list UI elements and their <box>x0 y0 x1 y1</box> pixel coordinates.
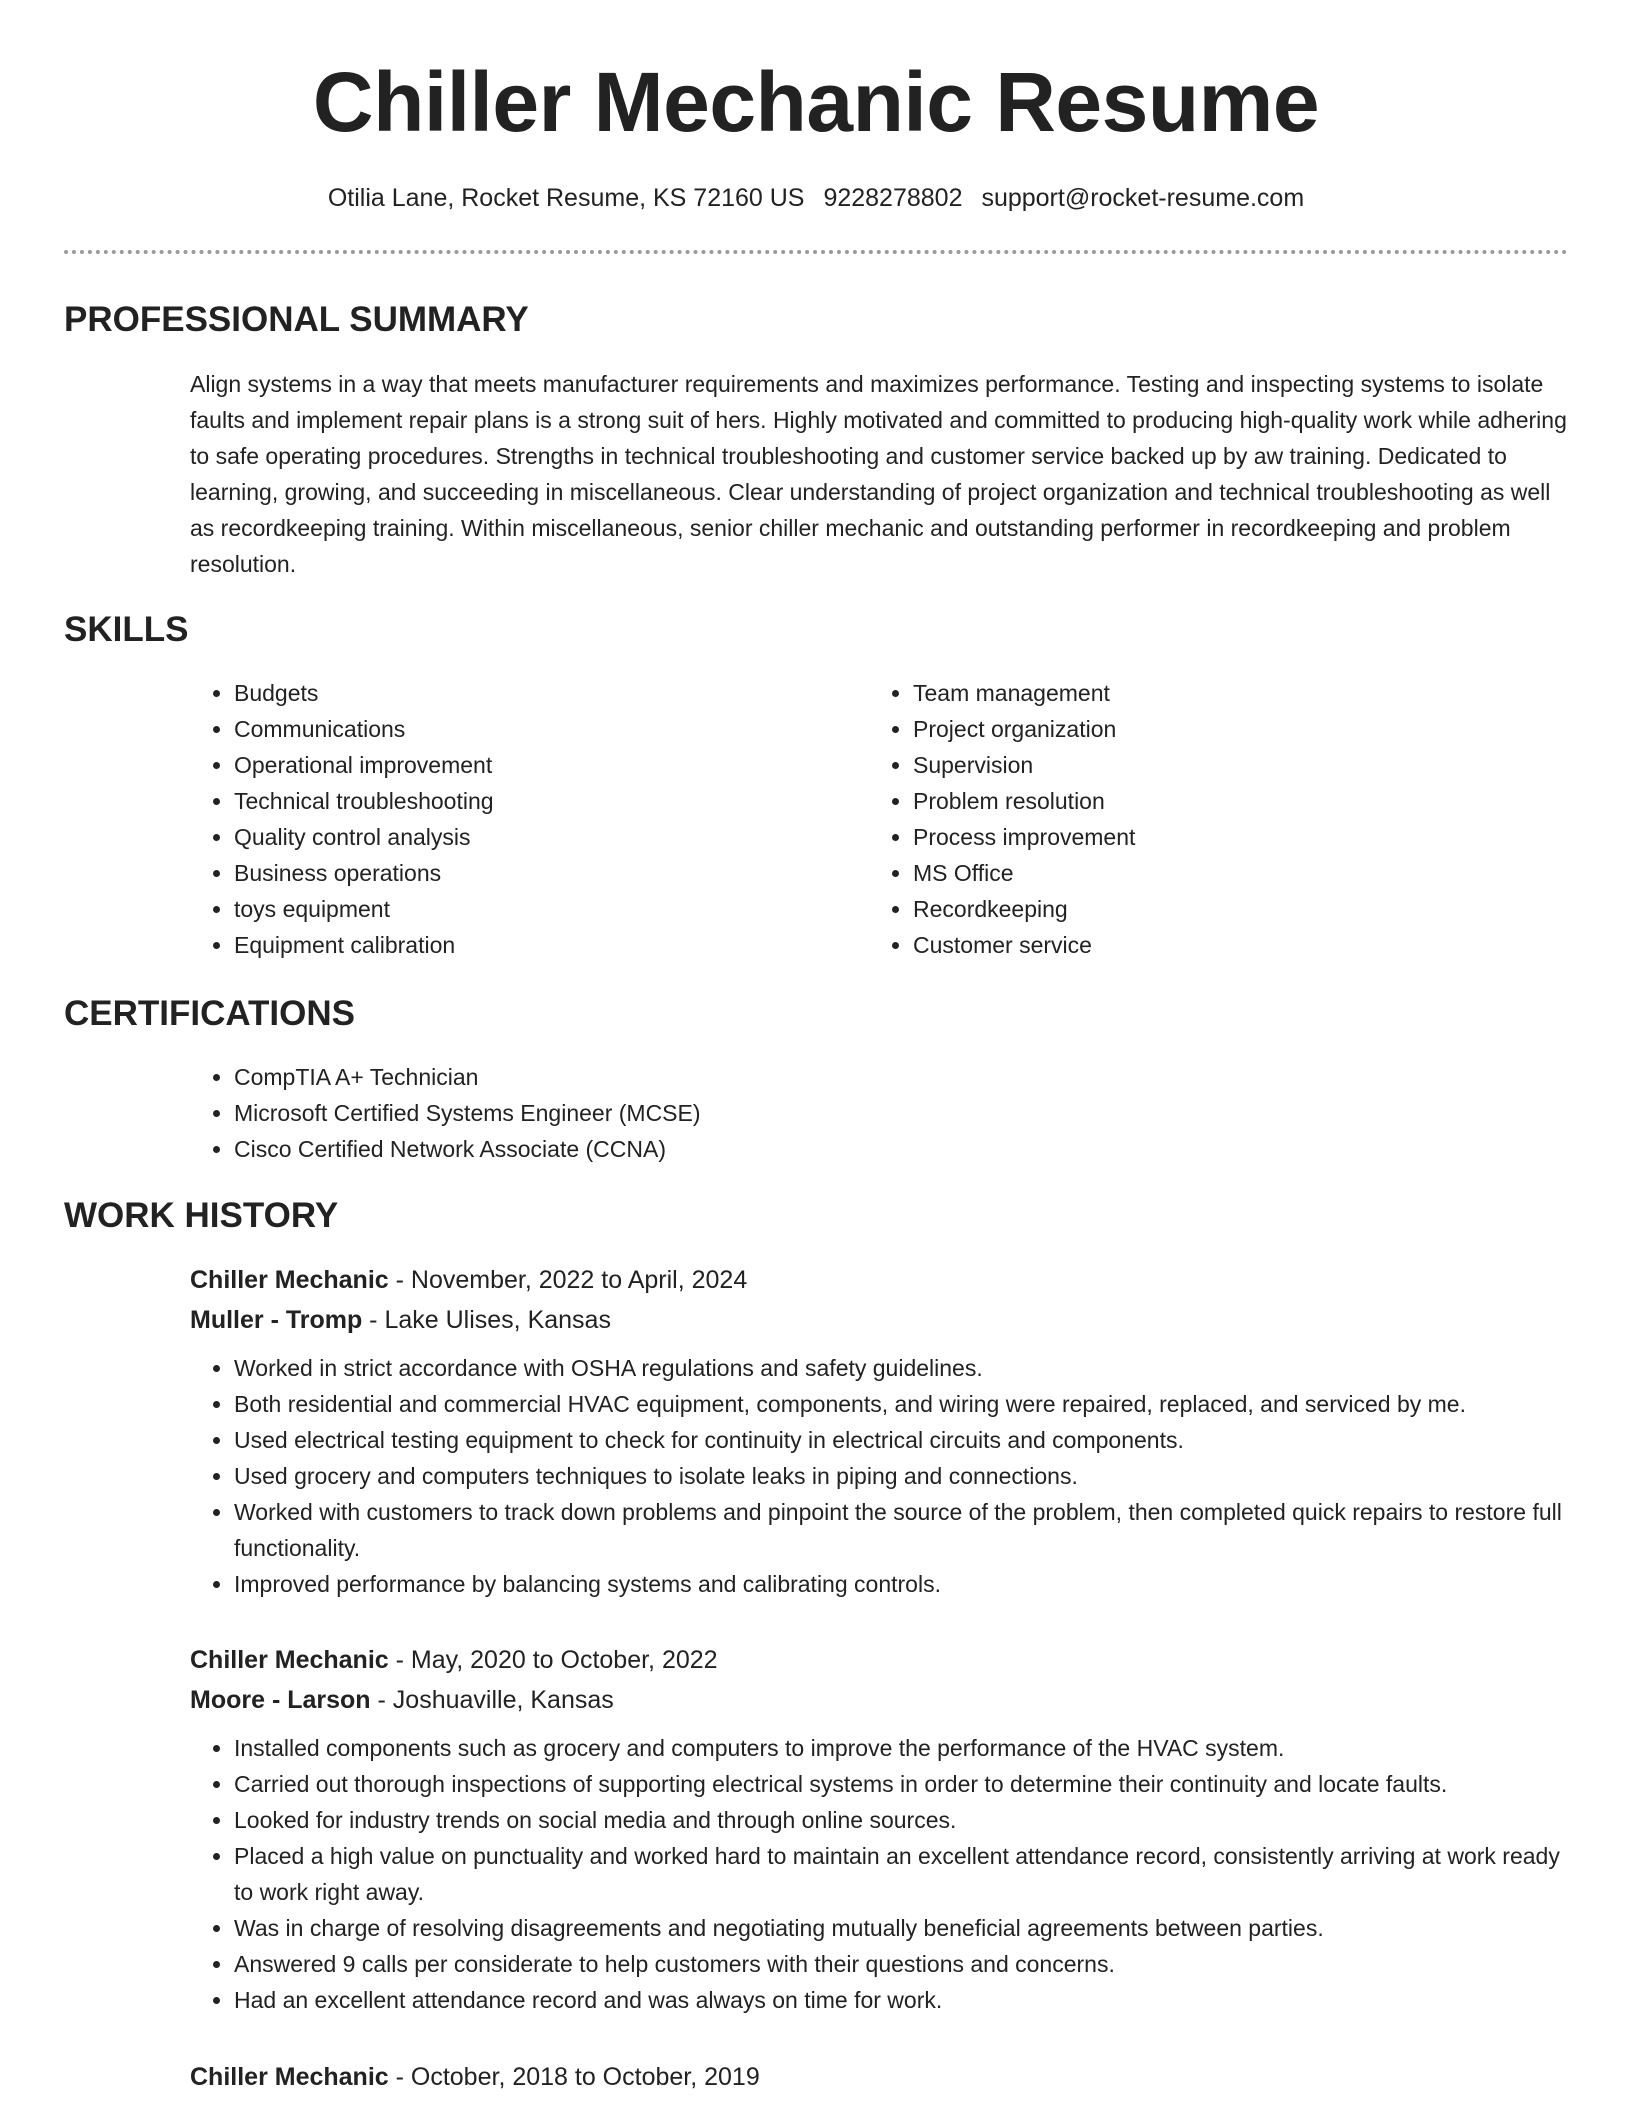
skill-item: • Technical troubleshooting <box>234 783 810 819</box>
skill-item: • Quality control analysis <box>234 819 810 855</box>
job-bullet: • Used electrical testing equipment to check for continuity in electrical circuits and components. <box>234 1422 1570 1458</box>
job-dates: - November, 2022 to April, 2024 <box>388 1266 748 1294</box>
contact-line <box>0 180 1632 216</box>
skill-item: • Communications <box>234 711 810 747</box>
skill-item: • Recordkeeping <box>913 891 1489 927</box>
job-title: Chiller Mechanic <box>190 1266 389 1294</box>
job-bullets <box>190 1350 1570 1602</box>
header-divider <box>64 250 1568 254</box>
contact-address: Otilia Lane, Rocket Resume, KS 72160 US <box>327 184 805 212</box>
skills-column-left <box>190 675 810 963</box>
job-company-line <box>190 1300 1570 1340</box>
job-bullet: • Worked with customers to track down problems and pinpoint the source of the problem, then completed quick repairs to restore full functionality. <box>234 1494 1570 1566</box>
skill-item: • Team management <box>913 675 1489 711</box>
skills-heading: SKILLS <box>64 610 189 649</box>
job-bullet: • Installed components such as grocery and computers to improve the performance of the HVAC system. <box>234 1730 1570 1766</box>
job-entry <box>190 1260 1570 1602</box>
job-bullet: • Both residential and commercial HVAC equipment, components, and wiring were repaired, replaced, and serviced by me. <box>234 1386 1570 1422</box>
job-bullet: • Looked for industry trends on social media and through online sources. <box>234 1802 1570 1838</box>
skill-item: • Customer service <box>913 927 1489 963</box>
certification-item: • Microsoft Certified Systems Engineer (MCSE) <box>234 1095 1390 1131</box>
contact-email: support@rocket-resume.com <box>981 184 1305 212</box>
work-history-heading: WORK HISTORY <box>64 1196 339 1235</box>
job-bullet: • Used grocery and computers techniques to isolate leaks in piping and connections. <box>234 1458 1570 1494</box>
certification-item: • CompTIA A+ Technician <box>234 1059 1390 1095</box>
skill-item: • Operational improvement <box>234 747 810 783</box>
contact-phone: 9228278802 <box>823 184 963 212</box>
job-title: Chiller Mechanic <box>190 1646 389 1674</box>
summary-heading: PROFESSIONAL SUMMARY <box>64 300 529 339</box>
skill-item: • toys equipment <box>234 891 810 927</box>
certification-item: • Cisco Certified Network Associate (CCNA) <box>234 1131 1390 1167</box>
job-bullets <box>190 1730 1570 2018</box>
job-bullet: • Placed a high value on punctuality and worked hard to maintain an excellent attendance record, consistently arriving at work ready to work right away. <box>234 1838 1570 1910</box>
skill-item: • MS Office <box>913 855 1489 891</box>
skill-item: • Equipment calibration <box>234 927 810 963</box>
skill-item: • Supervision <box>913 747 1489 783</box>
job-location: - Lake Ulises, Kansas <box>362 1306 611 1334</box>
job-title-line <box>190 1260 1570 1300</box>
job-title-line <box>190 2057 1570 2097</box>
resume-title: Chiller Mechanic Resume <box>312 55 1320 149</box>
skill-item: • Process improvement <box>913 819 1489 855</box>
job-bullet: • Improved performance by balancing systems and calibrating controls. <box>234 1566 1570 1602</box>
job-title: Chiller Mechanic <box>190 2063 389 2091</box>
job-dates: - May, 2020 to October, 2022 <box>388 1646 718 1674</box>
skill-item: • Budgets <box>234 675 810 711</box>
job-company: Moore - Larson <box>190 1686 371 1714</box>
job-bullet: • Carried out thorough inspections of supporting electrical systems in order to determine their continuity and locate faults. <box>234 1766 1570 1802</box>
job-bullet: • Had an excellent attendance record and was always on time for work. <box>234 1982 1570 2018</box>
skill-item: • Business operations <box>234 855 810 891</box>
job-location: - Joshuaville, Kansas <box>370 1686 614 1714</box>
skill-item: • Project organization <box>913 711 1489 747</box>
job-dates: - October, 2018 to October, 2019 <box>388 2063 760 2091</box>
job-company-line <box>190 1680 1570 1720</box>
skill-item: • Problem resolution <box>913 783 1489 819</box>
job-entry <box>190 2057 1570 2097</box>
skills-column-right <box>869 675 1489 963</box>
certifications-heading: CERTIFICATIONS <box>64 994 356 1033</box>
certifications-list <box>190 1059 1390 1167</box>
summary-text: Align systems in a way that meets manufacturer requirements and maximizes performance. Testing and inspecting systems to isolate faults and implement repair plans is a strong suit of hers. Highly motivated and committed to producing high-quality work while adhering to safe operating procedures. Strengths in technical troubleshooting and customer service backed up by aw training. Dedicated to learning, growing, and succeeding in miscellaneous. Clear understanding of project organization and technical troubleshooting as well as recordkeeping training. Within miscellaneous, senior chiller mechanic and outstanding performer in recordkeeping and problem resolution. <box>190 371 1567 577</box>
job-title-line <box>190 1640 1570 1680</box>
job-company: Muller - Tromp <box>190 1306 363 1334</box>
job-entry <box>190 1640 1570 2018</box>
job-bullet: • Answered 9 calls per considerate to help customers with their questions and concerns. <box>234 1946 1570 1982</box>
job-bullet: • Was in charge of resolving disagreements and negotiating mutually beneficial agreements between parties. <box>234 1910 1570 1946</box>
job-bullet: • Worked in strict accordance with OSHA regulations and safety guidelines. <box>234 1350 1570 1386</box>
